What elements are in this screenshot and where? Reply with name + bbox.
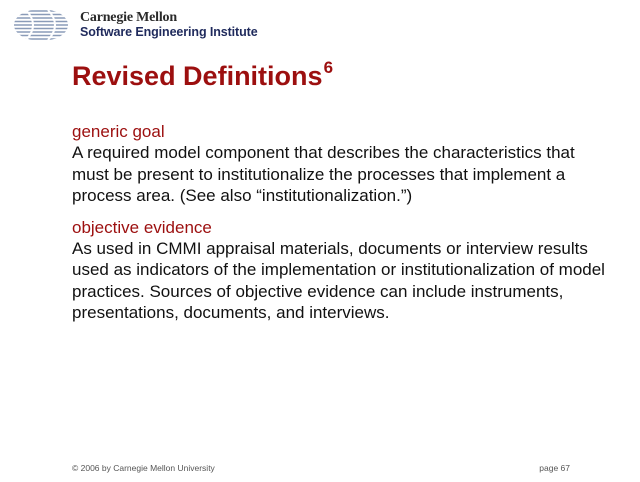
definition-entry-objective-evidence — [72, 217, 612, 324]
definition-entry-generic-goal — [72, 121, 612, 207]
definition-text: A required model component that describes the characteristics that must be present to institutionalize the processes that implement a process area. (See also “institutionalization.”) — [72, 143, 575, 205]
logo-institute-name: Software Engineering Institute — [80, 25, 258, 39]
footer-copyright: © 2006 by Carnegie Mellon University — [72, 463, 215, 473]
globe-logo-icon — [12, 8, 70, 42]
title-footnote-marker: 6 — [323, 58, 334, 77]
sei-logo — [12, 8, 258, 42]
definition-text: As used in CMMI appraisal materials, documents or interview results used as indicators of the implementation or institutionalization of model practices. Sources of objective evidence can include instruments, presentations, documents, and interviews. — [72, 238, 605, 322]
definitions-list — [72, 121, 612, 334]
slide-title-text: Revised Definitions — [72, 61, 323, 91]
definition-term: objective evidence — [72, 217, 212, 237]
logo-university-name: Carnegie Mellon — [80, 10, 177, 25]
slide-title — [72, 60, 333, 92]
footer-page-number: page 67 — [539, 463, 570, 473]
definition-term: generic goal — [72, 122, 165, 141]
